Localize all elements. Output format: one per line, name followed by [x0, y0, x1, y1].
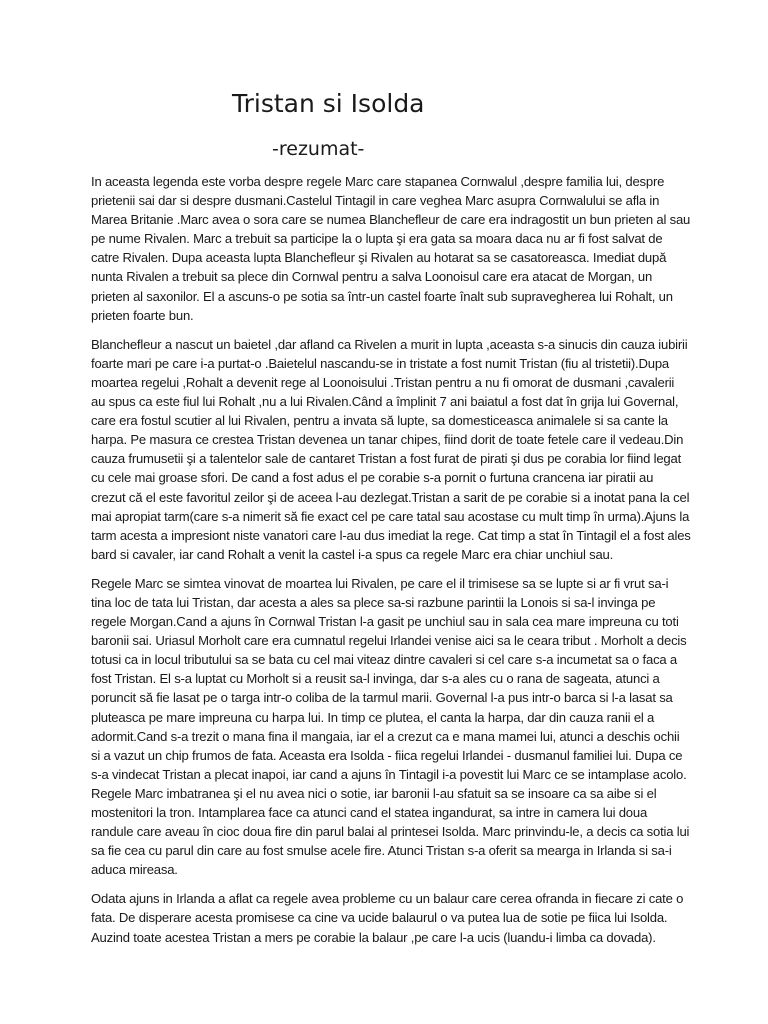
paragraph-4: Odata ajuns in Irlanda a aflat ca regele avea probleme cu un balaur care cerea ofranda in fiecare zi cate o fata. De disperare acesta promisese ca cine va ucide balaurul o va putea lua de sotie pe fiica lui Isolda. Auzind toate acestea Tristan a mers pe corabie la balaur ,pe care l-a ucis (luandu-i limba ca dovada). — [91, 891, 684, 945]
paragraph-2: Blanchefleur a nascut un baietel ,dar afland ca Rivelen a murit in lupta ,aceasta s-a sinucis din cauza iubirii foarte mari pe care i-a purtat-o .Baietelul nascandu-se in tristate a fost numit Tristan (fiu al tristetii).Dupa moartea regelui ,Rohalt a devenit rege al Loonoisului .Tristan pentru a nu fi omorat de dusmani ,cavalerii au spus ca este fiul lui Rohalt ,nu a lui Rivalen.Când a împlinit 7 ani baiatul a fost dat în grija lui Governal, care era fostul scutier al lui Rivalen, pentru a invata să lupte, sa domesticeasca animalele si sa cante la harpa. Pe masura ce crestea Tristan devenea un tanar chipes, fiind dorit de toate fetele care il vedeau.Din cauza frumusetii şi a talentelor sale de cantaret Tristan a fost furat de pirati şi dus pe corabia lor fiind legat cu cele mai groase sfori. De cand a fost adus el pe corabie s-a pornit o furtuna crancena iar piratii au crezut că el este favoritul zeilor şi de aceea l-au dezlegat.Tristan a sarit de pe corabie si a inotat pana la cel mai apropiat tarm(care s-a nimerit să fie exact cel pe care tatal sau acostase cu mult timp în urma).Ajuns la tarm acesta a impresiont niste vanatori care l-au dus imediat la rege. Cat timp a stat în Tintagil el a fost ales bard si cavaler, iar cand Rohalt a venit la castel i-a spus ca regele Marc era chiar unchiul sau. — [91, 336, 691, 562]
paragraph-3: Regele Marc se simtea vinovat de moartea lui Rivalen, pe care el il trimisese sa se lupte si ar fi vrut sa-i tina loc de tata lui Tristan, dar acesta a ales sa plece sa-si razbune parintii la Lonois si sa-l invinga pe regele Morgan.Cand a ajuns în Cornwal Tristan l-a gasit pe unchiul sau in sala cea mare impreuna cu toti baronii sai. Uriasul Morholt care era cumnatul regelui Irlandei venise aici sa le ceara tribut . Morholt a decis totusi ca in locul tributului sa se bata cu cel mai viteaz dintre cavaleri si cel care s-a incumetat sa o faca a fost Tristan. El s-a luptat cu Morholt si a reusit sa-l invinga, dar s-a ales cu o rana de sageata, atunci a poruncit să fie lasat pe o targa intr-o coliba de la tarmul marii. Governal l-a pus intr-o barca si l-a lasat sa pluteasca pe mare impreuna cu harpa lui. In timp ce plutea, el canta la harpa, dar din cauza ranii el a adormit.Cand s-a trezit o mana fina il mangaia, iar el a crezut ca e mana mamei lui, atunci a deschis ochii si a vazut un chip frumos de fata. Aceasta era Isolda - fiica regelui Irlandei - dusmanul familiei lui. Dupa ce s-a vindecat Tristan a plecat inapoi, iar cand a ajuns în Tintagil i-a povestit lui Marc ce se intamplase acolo. Regele Marc imbatranea şi el nu avea nici o sotie, iar baronii l-au sfatuit sa se insoare ca sa aibe si el mostenitori la tron. Intamplarea face ca atunci cand el statea ingandurat, sa intre in camera lui doua randule care aveau în cioc doua fire din parul balai al printesei Isolda. Marc prinvindu-le, a decis ca sotia lui sa fie cea cu parul din care au fost smulse acele fire. Atunci Tristan s-a oferit sa mearga in Irlanda si sa-i aduca mireasa. — [91, 575, 690, 878]
document-body — [91, 172, 691, 957]
document-title: Tristan si Isolda — [232, 89, 425, 118]
paragraph-1: In aceasta legenda este vorba despre regele Marc care stapanea Cornwalul ,despre familia lui, despre prietenii sai dar si despre dusmani.Castelul Tintagil in care veghea Marc asupra Cornwalului se afla in Marea Britanie .Marc avea o sora care se numea Blanchefleur de care era indragostit un bun prieten al sau pe nume Rivalen. Marc a trebuit sa participe la o lupta şi era gata sa moara daca nu ar fi fost salvat de catre Rivalen. Dupa aceasta lupta Blanchefleur şi Rivalen au hotarat sa se casatoreasca. Imediat după nunta Rivalen a trebuit sa plece din Cornwal pentru a salva Loonoisul care era atacat de Morgan, un prieten al saxonilor. El a ascuns-o pe sotia sa într-un castel foarte înalt sub supravegherea lui Rohalt, un prieten foarte bun. — [91, 174, 691, 323]
document-subtitle: -rezumat- — [272, 138, 365, 160]
